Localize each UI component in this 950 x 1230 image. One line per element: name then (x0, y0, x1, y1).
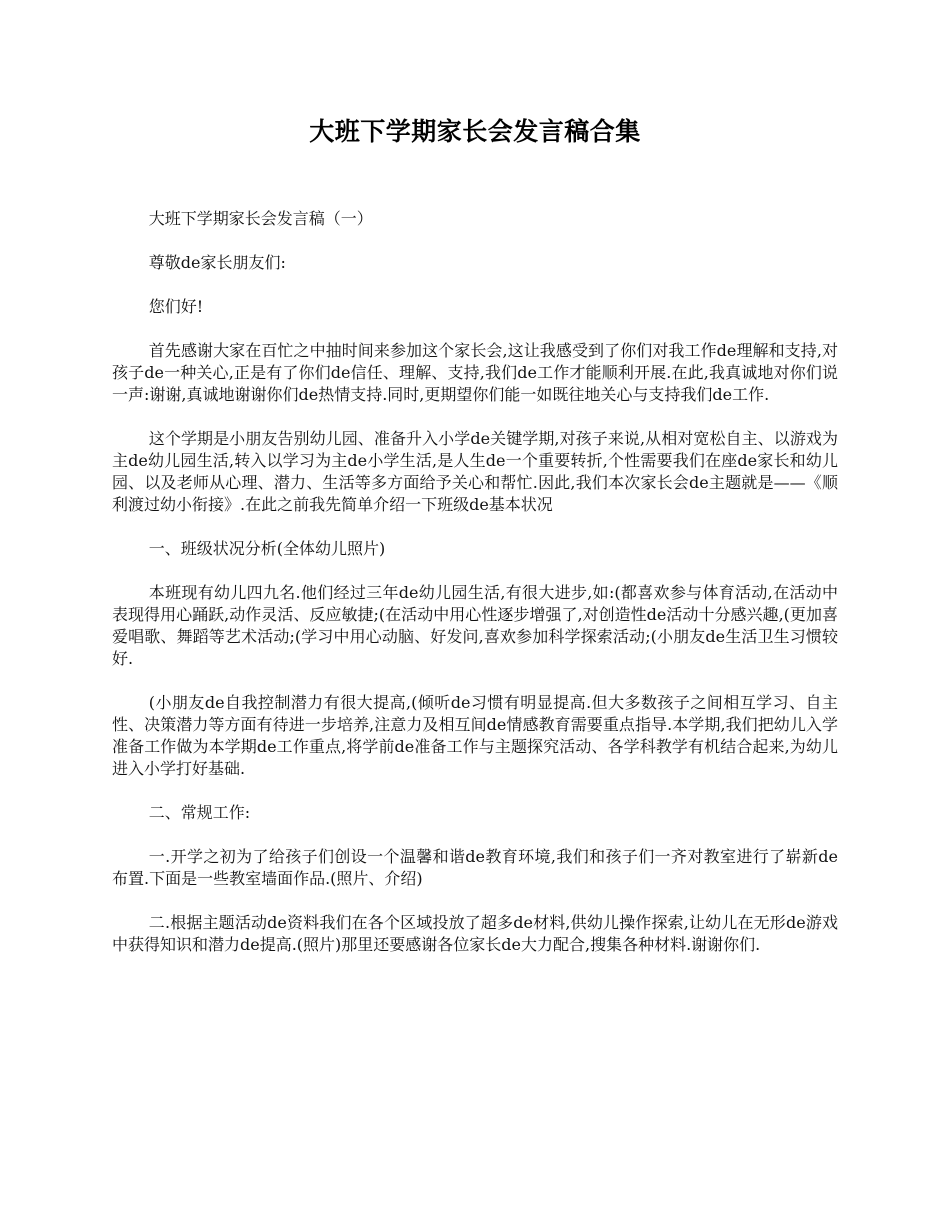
paragraph-heading-routine-work: 二、常规工作: (148, 803, 251, 822)
document-title: 大班下学期家长会发言稿合集 (309, 117, 641, 146)
paragraph-greeting: 您们好! (148, 297, 204, 316)
paragraph-thanks: 首先感谢大家在百忙之中抽时间来参加这个家长会,这让我感受到了你们对我工作de理解和支持,对孩子de一种关心,正是有了你们de信任、理解、支持,我们de工作才能顺利开展.在此,我真诚地对你们说一声:谢谢,真诚地谢谢你们de热情支持.同时,更期望你们能一如既往地关心与支持我们de工作. (112, 341, 838, 404)
paragraph-salutation: 尊敬de家长朋友们: (148, 253, 286, 272)
paragraph-class-improvement: (小朋友de自我控制潜力有很大提高,(倾听de习惯有明显提高.但大多数孩子之间相互学习、自主性、决策潜力等方面有待进一步培养,注意力及相互间de情感教育需要重点指导.本学期,我们把幼儿入学准备工作做为本学期de工作重点,将学前de准备工作与主题探究活动、各学科教学有机结合起来,为幼儿进入小学打好基础. (112, 693, 838, 778)
paragraph-class-overview: 本班现有幼儿四九名.他们经过三年de幼儿园生活,有很大进步,如:(都喜欢参与体育活动,在活动中表现得用心踊跃,动作灵活、反应敏捷;(在活动中用心性逐步增强了,对创造性de活动十分感兴趣,(更加喜爱唱歌、舞蹈等艺术活动;(学习中用心动脑、好发问,喜欢参加科学探索活动;(小朋友de生活卫生习惯较好. (112, 583, 838, 668)
document-body (112, 208, 838, 978)
paragraph-area-materials: 二.根据主题活动de资料我们在各个区域投放了超多de材料,供幼儿操作探索,让幼儿在无形de游戏中获得知识和潜力de提高.(照片)那里还要感谢各位家长de大力配合,搜集各种材料.谢谢你们. (112, 913, 838, 954)
paragraph-classroom-setup: 一.开学之初为了给孩子们创设一个温馨和谐de教育环境,我们和孩子们一齐对教室进行了崭新de布置.下面是一些教室墙面作品.(照片、介绍) (112, 847, 838, 888)
paragraph-heading-class-analysis: 一、班级状况分析(全体幼儿照片) (148, 539, 386, 558)
paragraph-section-heading: 大班下学期家长会发言稿（一） (148, 209, 373, 228)
paragraph-semester-intro: 这个学期是小朋友告别幼儿园、准备升入小学de关键学期,对孩子来说,从相对宽松自主、以游戏为主de幼儿园生活,转入以学习为主de小学生活,是人生de一个重要转折,个性需要我们在座de家长和幼儿园、以及老师从心理、潜力、生活等多方面给予关心和帮忙.因此,我们本次家长会de主题就是——《顺利渡过幼小衔接》.在此之前我先简单介绍一下班级de基本状况 (112, 429, 838, 514)
